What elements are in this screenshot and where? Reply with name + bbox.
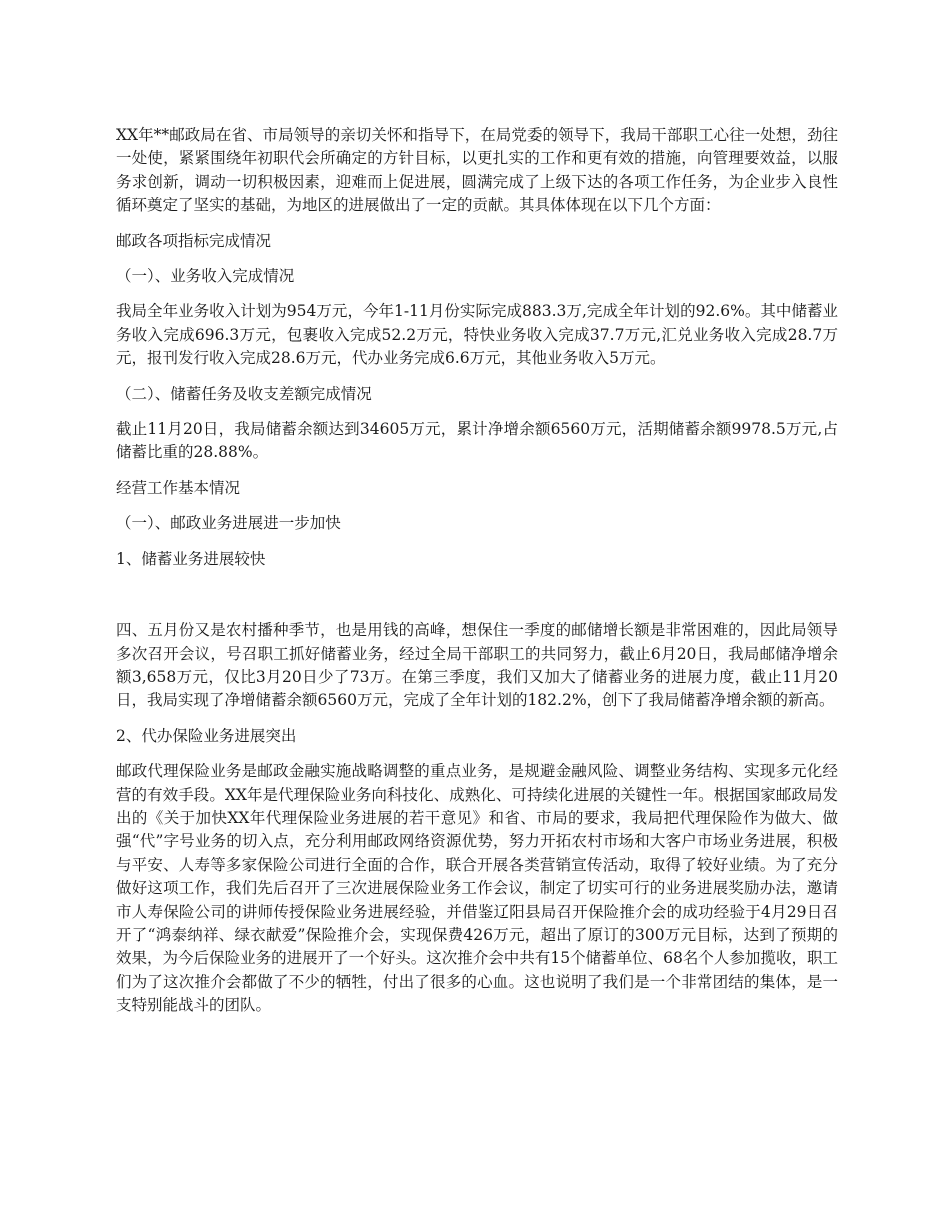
subheading-savings-tasks: （二）、储蓄任务及收支差额完成情况 xyxy=(116,384,372,403)
item-heading-savings: 1、储蓄业务进展较快 xyxy=(116,549,266,568)
section-heading-indicators: 邮政各项指标完成情况 xyxy=(116,231,272,250)
savings-paragraph: 四、五月份又是农村播种季节，也是用钱的高峰，想保住一季度的邮储增长额是非常困难的，因此局领导多次召开会议，号召职工抓好储蓄业务，经过全局干部职工的共同努力，截止6月20日，我局邮储净增余额3,658万元，仅比3月20日少了73万。在第三季度，我们又加大了储蓄业务的进展力度，截止11月20日，我局实现了净增储蓄余额6560万元，完成了全年计划的182.2%，创下了我局储蓄净增余额的新高。 xyxy=(116,621,838,710)
subheading-business-income: （一）、业务收入完成情况 xyxy=(116,267,295,286)
blank-gap xyxy=(116,583,838,619)
document-page xyxy=(116,124,838,1030)
business-income-paragraph: 我局全年业务收入计划为954万元，今年1-11月份实际完成883.3万,完成全年计划的92.6%。其中储蓄业务收入完成696.3万元，包裹收入完成52.2万元，特快业务收入完成37.7万元,汇兑业务收入完成28.7万元，报刊发行收入完成28.6万元，代办业务完成6.6万元，其他业务收入5万元。 xyxy=(116,302,838,368)
section-heading-operations: 经营工作基本情况 xyxy=(116,478,241,497)
intro-paragraph: XX年**邮政局在省、市局领导的亲切关怀和指导下，在局党委的领导下，我局干部职工心往一处想，劲往一处使，紧紧围绕年初职代会所确定的方针目标，以更扎实的工作和更有效的措施，向管理要效益，以服务求创新，调动一切积极因素，迎难而上促进展，圆满完成了上级下达的各项工作任务，为企业步入良性循环奠定了坚实的基础，为地区的进展做出了一定的贡献。其具体体现在以下几个方面： xyxy=(116,126,838,215)
item-heading-insurance: 2、代办保险业务进展突出 xyxy=(116,726,297,745)
subheading-postal-business: （一）、邮政业务进展进一步加快 xyxy=(116,514,341,533)
insurance-paragraph: 邮政代理保险业务是邮政金融实施战略调整的重点业务，是规避金融风险、调整业务结构、实现多元化经营的有效手段。XX年是代理保险业务向科技化、成熟化、可持续化进展的关键性一年。根据国家邮政局发出的《关于加快XX年代理保险业务进展的若干意见》和省、市局的要求，我局把代理保险作为做大、做强“代”字号业务的切入点，充分利用邮政网络资源优势，努力开拓农村市场和大客户市场业务进展，积极与平安、人寿等多家保险公司进行全面的合作，联合开展各类营销宣传活动，取得了较好业绩。为了充分做好这项工作，我们先后召开了三次进展保险业务工作会议，制定了切实可行的业务进展奖励办法，邀请市人寿保险公司的讲师传授保险业务进展经验，并借鉴辽阳县局召开保险推介会的成功经验于4月29日召开了“鸿泰纳祥、绿衣献爱”保险推介会，实现保费426万元，超出了原订的300万元目标，达到了预期的效果，为今后保险业务的进展开了一个好头。这次推介会中共有15个储蓄单位、68名个人参加揽收，职工们为了这次推介会都做了不少的牺牲，付出了很多的心血。这也说明了我们是一个非常团结的集体，是一支特别能战斗的团队。 xyxy=(116,762,838,1015)
savings-tasks-paragraph: 截止11月20日，我局储蓄余额达到34605万元，累计净增余额6560万元，活期储蓄余额9978.5万元,占储蓄比重的28.88%。 xyxy=(116,420,838,462)
